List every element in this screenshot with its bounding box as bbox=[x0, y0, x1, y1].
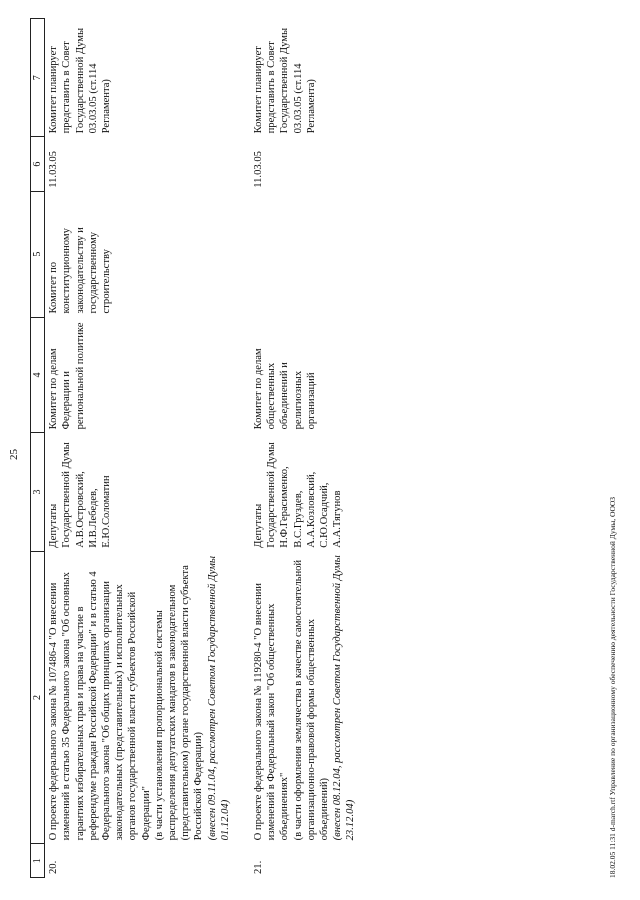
table-row bbox=[45, 19, 234, 878]
authors-cell: Депутаты Государственной Думы А.В.Островский, И.В.Лебедев, Е.Ю.Соломатин bbox=[45, 433, 234, 551]
date-cell: 11.03.05 bbox=[250, 137, 360, 191]
column-header: 6 bbox=[31, 137, 45, 191]
project-cell bbox=[45, 551, 234, 844]
row-number: 21. bbox=[250, 844, 360, 878]
column-header: 1 bbox=[31, 844, 45, 878]
committee-cell: Комитет по делам общественных объединений и религиозных организаций bbox=[250, 317, 360, 433]
project-title: О проекте федерального закона № 119280-4 "О внесении изменений в Федеральный закон "Об общественных объединениях" bbox=[253, 583, 291, 841]
column-header: 2 bbox=[31, 551, 45, 844]
column-header: 7 bbox=[31, 19, 45, 137]
authors-cell: Депутаты Государственной Думы Н.Ф.Герасименко, В.С.Груздев, А.А.Козловский, С.Ю.Осадчий, А.А.Тягунов bbox=[250, 433, 360, 551]
project-title: О проекте федерального закона № 107486-4 "О внесении изменений в статью 35 Федерального закона "Об основных гарантиях избирательных прав и права на участие в референдуме граждан Российской Федерации" и в статью 4 Федерального закона "Об общих принципах организации законодательных (представительных) и исполнительных органов государственной власти субъектов Российской Федерации" bbox=[48, 571, 152, 841]
column-header: 3 bbox=[31, 433, 45, 551]
plan-cell: Комитет планирует представить в Совет Государственной Думы 03.03.05 (ст.114 Регламента) bbox=[45, 19, 234, 137]
co-committee-cell bbox=[250, 191, 360, 317]
agenda-table bbox=[30, 18, 360, 878]
table-row bbox=[250, 19, 360, 878]
project-cell bbox=[250, 551, 360, 844]
committee-cell: Комитет по делам Федерации и региональной политике bbox=[45, 317, 234, 433]
page-number: 25 bbox=[8, 449, 20, 460]
plan-cell: Комитет планирует представить в Совет Государственной Думы 03.03.05 (ст.114 Регламента) bbox=[250, 19, 360, 137]
page-footer: 18.02.05 11:31 d-march.rtf Управление по организационному обеспечению деятельности Государственной Думы, ООО3 bbox=[608, 496, 617, 878]
project-note: (в части установления пропорциональной системы распределения депутатских мандатов в законодательном (представительном) органе государственной власти субъекта Российской Федерации) bbox=[153, 565, 205, 841]
column-header: 5 bbox=[31, 191, 45, 317]
column-header-row bbox=[31, 19, 45, 878]
column-header: 4 bbox=[31, 317, 45, 433]
date-cell: 11.03.05 bbox=[45, 137, 234, 191]
project-submitted: (внесен 08.12.04, рассмотрен Советом Государственной Думы 23.12.04) bbox=[332, 555, 357, 841]
row-spacer bbox=[234, 19, 250, 878]
row-number: 20. bbox=[45, 844, 234, 878]
project-note: (в части оформления землячества в качестве самостоятельной организационно-правовой формы общественных объединений) bbox=[292, 559, 331, 841]
project-submitted: (внесен 09.11.04, рассмотрен Советом Государственной Думы 01.12.04) bbox=[206, 555, 231, 841]
co-committee-cell: Комитет по конституционному законодательству и государственному строительству bbox=[45, 191, 234, 317]
